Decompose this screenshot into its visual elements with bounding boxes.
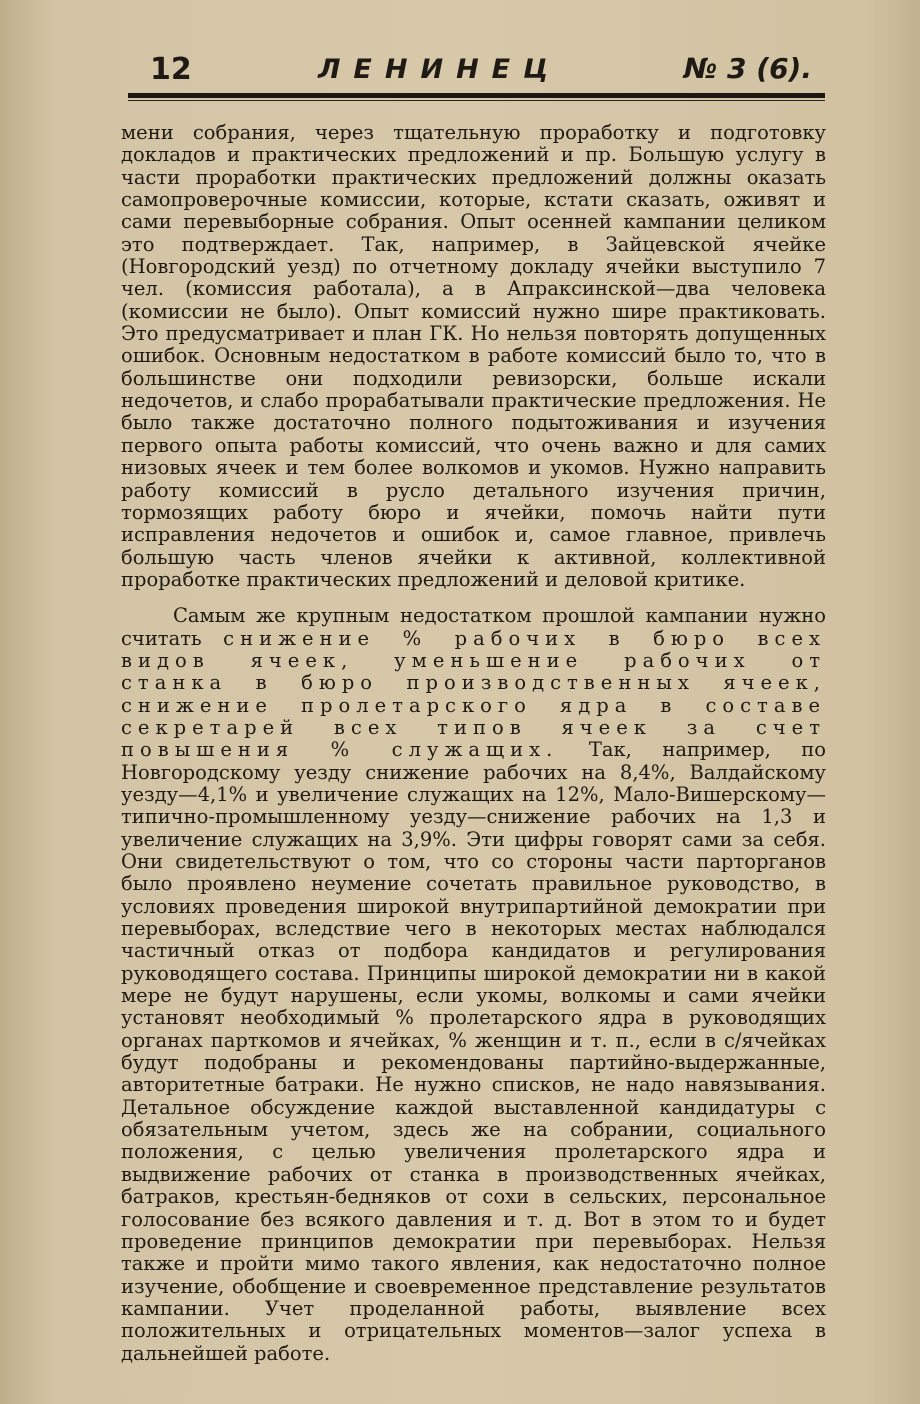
paragraph-2-rest: Так, например, по Новгородскому уезду снижение рабочих на 8,4%, Валдайскому уезду—4,1% и увеличение служащих на 12%, Мало-Вишерскому—типично-промышленному уезду—снижение рабочих на 1,3 и увеличение служащих на 3,9%. Эти цифры говорят сами за себя. Они свидетельствуют о том, что со стороны части парторганов было проявлено неумение сочетать правильное руководство, в условиях проведения широкой внутрипартийной демократии при перевыборах, вследствие чего в некоторых местах наблюдался частичный отказ от подбора кандидатов и регулирования руководящего состава. Принципы широкой демократии ни в какой мере не будут нарушены, если укомы, волкомы и сами ячейки установят необходимый % пролетарского ядра в руководящих органах парткомов и ячейках, % женщин и т. п., если в с/ячейках будут подобраны и рекомендованы партийно-выдержанные, авторитетные батраки. Не нужно списков, не надо навязывания. Детальное обсуждение каждой выставленной кандидатуры с обязательным учетом, здесь же на собрании, социального положения, с целью увеличения пролетарского ядра и выдвижение рабочих от станка в производственных ячейках, батраков, крестьян-бедняков от сохи в сельских, персональное голосование без всякого давления и т. д. Вот в этом то и будет проведение принципов демократии при перевыборах. Нельзя также и пройти мимо такого явления, как недостаточно полное изучение, обобщение и своевременное представление результатов кампании. Учет проделанной работы, выявление всех положительных и отрицательных моментов—залог успеха в дальнейшей работе. [121,738,827,1365]
header-rule-thick [128,93,825,98]
page-number: 12 [150,52,192,87]
paragraph-2-lead: Самым же крупным недостатком прошлой кампании нужно считать [121,604,826,650]
journal-title: ЛЕНИНЕЦ [318,54,562,85]
page-header [150,52,818,96]
spaced-emphasis: снижение % рабочих в бюро всех видов ячеек, уменьшение рабочих от станка в бюро производственных ячеек, снижение пролетарского ядра в составе секретарей всех типов ячеек за счет повышения % служащих. [121,626,826,762]
issue-number: № 3 (6). [683,52,812,85]
paragraph-2 [121,605,826,1365]
header-rule-thin [128,100,825,101]
article-body [121,122,826,1365]
paragraph-1: мени собрания, через тщательную проработку и подготовку докладов и практических предложений и пр. Большую услугу в части проработки практических предложений должны оказать самопроверочные комиссии, которые, кстати сказать, оживят и сами перевыборные собрания. Опыт осенней кампании целиком это подтверждает. Так, например, в Зайцевской ячейке (Новгородский уезд) по отчетному докладу ячейки выступило 7 чел. (комиссия работала), а в Апраксинской—два человека (комиссии не было). Опыт комиссий нужно шире практиковать. Это предусматривает и план ГК. Но нельзя повторять допущенных ошибок. Основным недостатком в работе комиссий было то, что в большинстве они подходили ревизорски, больше искали недочетов, и слабо прорабатывали практические предложения. Не было также достаточно полного подытоживания и изучения первого опыта работы комиссий, что очень важно и для самих низовых ячеек и тем более волкомов и укомов. Нужно направить работу комиссий в русло детального изучения причин, тормозящих работу бюро и ячейки, помочь найти пути исправления недочетов и ошибок и, самое главное, привлечь большую часть членов ячейки к активной, коллективной проработке практических предложений и деловой критике. [121,121,826,591]
